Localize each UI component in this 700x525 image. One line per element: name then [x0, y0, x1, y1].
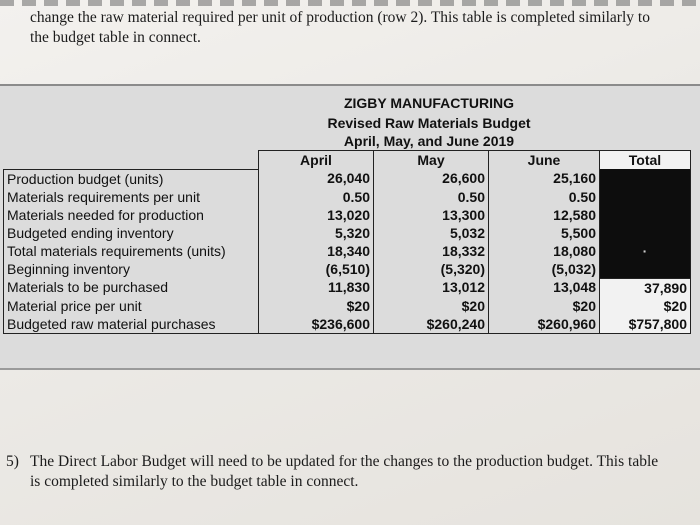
cell-june: 18,080 [489, 242, 600, 260]
followup-line-1: The Direct Labor Budget will need to be updated for the changes to the production budget. This table [30, 453, 659, 470]
cell-total-input[interactable] [600, 206, 691, 224]
cell-june: 5,500 [489, 224, 600, 242]
row-label: Material price per unit [4, 297, 259, 315]
intro-line-1: change the raw material required per unit of production (row 2). This table is completed similarly to [30, 9, 650, 26]
cell-may: 26,600 [374, 169, 489, 188]
row-label: Budgeted ending inventory [4, 224, 259, 242]
cell-april: 26,040 [259, 169, 374, 188]
cell-may: (5,320) [374, 260, 489, 279]
cell-total-input[interactable]: · [600, 242, 691, 260]
row-label: Production budget (units) [4, 169, 259, 188]
cell-may: 5,032 [374, 224, 489, 242]
cell-april: 5,320 [259, 224, 374, 242]
row-label: Total materials requirements (units) [4, 242, 259, 260]
row-label: Materials to be purchased [4, 278, 259, 297]
cell-june: 12,580 [489, 206, 600, 224]
cell-total-input[interactable] [600, 260, 691, 279]
cell-may: 0.50 [374, 188, 489, 206]
cell-total-input[interactable] [600, 188, 691, 206]
cell-april: $236,600 [259, 315, 374, 334]
cell-may: 18,332 [374, 242, 489, 260]
cell-april: 13,020 [259, 206, 374, 224]
cell-april: 18,340 [259, 242, 374, 260]
row-label: Budgeted raw material purchases [4, 315, 259, 334]
torn-top-edge [0, 0, 700, 6]
table-row [4, 260, 691, 279]
cell-total-input[interactable] [600, 169, 691, 188]
col-header-april: April [259, 151, 374, 170]
company-name: ZIGBY MANUFACTURING [343, 95, 515, 111]
table-row [4, 188, 691, 206]
cell-april: 0.50 [259, 188, 374, 206]
cell-june: 0.50 [489, 188, 600, 206]
cell-june: 13,048 [489, 278, 600, 297]
cell-total: $20 [600, 297, 691, 315]
budget-title: Revised Raw Materials Budget [327, 115, 531, 131]
cell-may: 13,300 [374, 206, 489, 224]
row-label: Beginning inventory [4, 260, 259, 279]
table-row [4, 278, 691, 297]
cell-april: (6,510) [259, 260, 374, 279]
cell-total: 37,890 [600, 278, 691, 297]
raw-materials-budget-table [3, 92, 691, 334]
table-row [4, 206, 691, 224]
cell-april: 11,830 [259, 278, 374, 297]
cell-total-input[interactable] [600, 224, 691, 242]
table-row [4, 224, 691, 242]
followup-paragraph [6, 452, 700, 492]
budget-period: April, May, and June 2019 [343, 133, 515, 149]
cell-april: $20 [259, 297, 374, 315]
intro-paragraph [30, 8, 700, 48]
table-row [4, 169, 691, 188]
cell-total: $757,800 [600, 315, 691, 334]
intro-line-2: the budget table in connect. [30, 29, 201, 46]
row-label: Materials requirements per unit [4, 188, 259, 206]
col-header-may: May [374, 151, 489, 170]
cell-june: (5,032) [489, 260, 600, 279]
table-row [4, 315, 691, 334]
row-label: Materials needed for production [4, 206, 259, 224]
col-header-total: Total [600, 151, 691, 170]
col-header-june: June [489, 151, 600, 170]
cell-may: 13,012 [374, 278, 489, 297]
table-row [4, 242, 691, 260]
cell-june: $20 [489, 297, 600, 315]
cell-june: $260,960 [489, 315, 600, 334]
cell-may: $20 [374, 297, 489, 315]
followup-line-2: is completed similarly to the budget table in connect. [30, 473, 359, 490]
question-number: 5) [6, 453, 19, 470]
cell-june: 25,160 [489, 169, 600, 188]
cell-may: $260,240 [374, 315, 489, 334]
column-header-row [4, 151, 691, 170]
table-row [4, 297, 691, 315]
